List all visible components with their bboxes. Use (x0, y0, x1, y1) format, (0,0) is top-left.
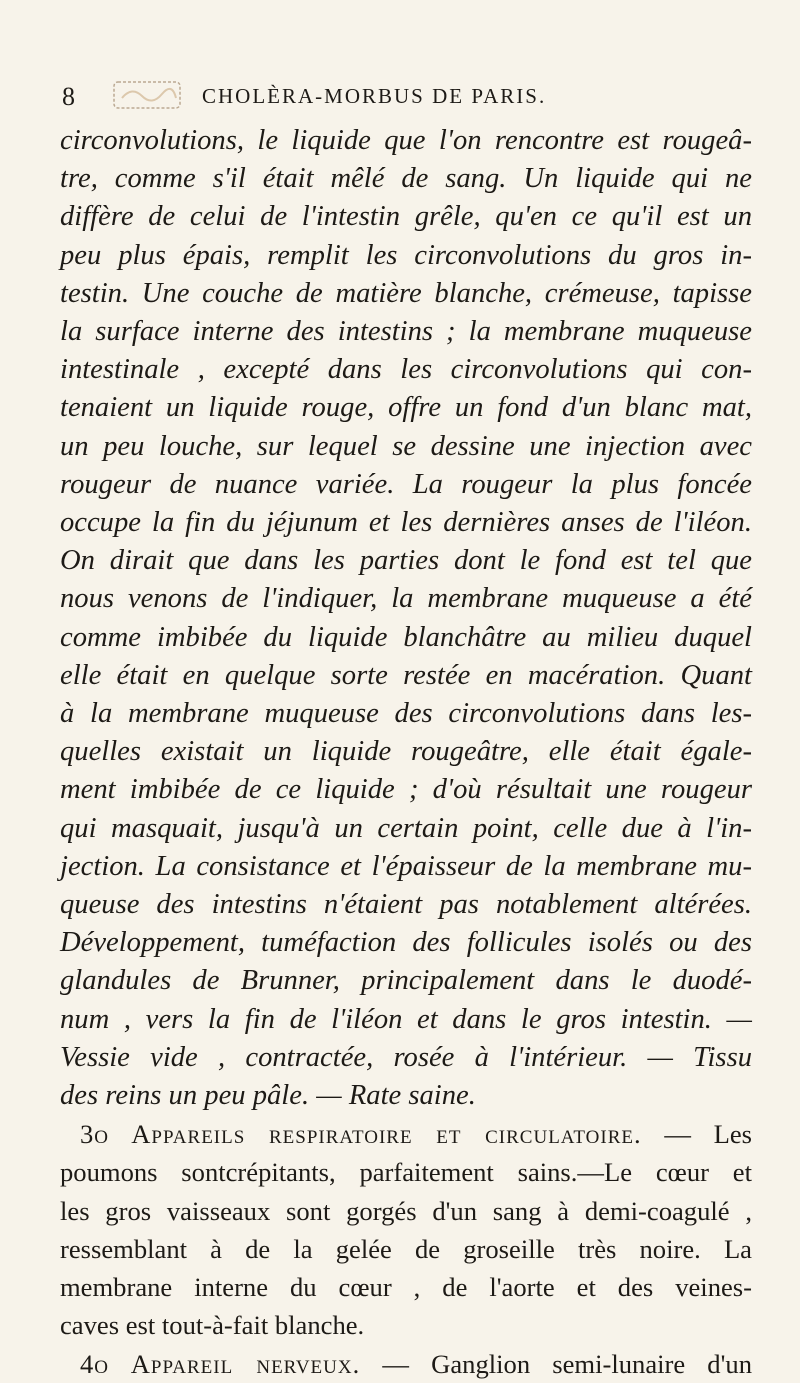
paragraph-respiratory (60, 1115, 752, 1344)
text-line: testin. Une couche de matière blanche, crémeuse, tapisse (60, 277, 752, 309)
text-line: diffère de celui de l'intestin grêle, qu'en ce qu'il est un (60, 201, 752, 233)
text-line: tre, comme s'il était mêlé de sang. Un liquide qui ne (60, 163, 752, 195)
text-line: ment imbibée de ce liquide ; d'où résultait une rougeur (60, 774, 752, 806)
text-line: occupe la fin du jéjunum et les dernières anses de l'iléon. (60, 507, 752, 539)
nervous-heading-line (60, 1345, 752, 1383)
nervous-line-rest: — Ganglion semi-lunaire d'un (382, 1348, 752, 1379)
library-stamp-icon (112, 78, 184, 112)
page-header (62, 76, 752, 116)
respiratory-heading: 3o Appareils respiratoire et circulatoire. (80, 1119, 642, 1150)
text-line: nous venons de l'indiquer, la membrane muqueuse a été (60, 583, 752, 615)
text-line: queuse des intestins n'étaient pas notablement altérées. (60, 889, 752, 921)
italic-paragraph (60, 122, 752, 1115)
paragraph-nervous (60, 1345, 752, 1383)
respiratory-heading-line (60, 1115, 752, 1153)
text-line: comme imbibée du liquide blanchâtre au milieu duquel (60, 621, 752, 653)
body-text (60, 122, 752, 1383)
respiratory-line: membrane interne du cœur , de l'aorte et des veines- (60, 1272, 752, 1303)
text-line: Vessie vide , contractée, rosée à l'intérieur. — Tissu (60, 1041, 752, 1073)
respiratory-line-0: — Les (664, 1119, 752, 1150)
page-number: 8 (62, 82, 75, 111)
text-line: rougeur de nuance variée. La rougeur la plus foncée (60, 468, 752, 500)
text-line: un peu louche, sur lequel se dessine une injection avec (60, 430, 752, 462)
text-line: tenaient un liquide rouge, offre un fond d'un blanc mat, (60, 392, 752, 424)
text-line: circonvolutions, le liquide que l'on rencontre est rougeâ- (60, 125, 752, 156)
text-line: elle était en quelque sorte restée en macération. Quant (60, 659, 752, 691)
text-line: num , vers la fin de l'iléon et dans le gros intestin. — (60, 1003, 752, 1035)
text-line: peu plus épais, remplit les circonvolutions du gros in- (60, 239, 752, 271)
respiratory-line: poumons sontcrépitants, parfaitement sains.—Le cœur et (60, 1157, 752, 1188)
text-line: On dirait que dans les parties dont le fond est tel que (60, 545, 752, 577)
text-line: la surface interne des intestins ; la membrane muqueuse (60, 316, 752, 348)
respiratory-line: ressemblant à de la gelée de groseille très noire. La (60, 1233, 752, 1264)
text-line: intestinale , excepté dans les circonvolutions qui con- (60, 354, 752, 386)
text-line: jection. La consistance et l'épaisseur de la membrane mu- (60, 850, 752, 882)
text-line: qui masquait, jusqu'à un certain point, celle due à l'in- (60, 812, 752, 844)
nervous-heading: 4o Appareil nerveux. (80, 1348, 361, 1379)
text-line: Développement, tuméfaction des follicules isolés ou des (60, 927, 752, 959)
text-line: à la membrane muqueuse des circonvolutions dans les- (60, 698, 752, 730)
text-line: quelles existait un liquide rougeâtre, elle était égale- (60, 736, 752, 768)
text-line: des reins un peu pâle. — Rate saine. (60, 1080, 476, 1112)
respiratory-line: les gros vaisseaux sont gorgés d'un sang à demi-coagulé , (60, 1195, 752, 1226)
running-head: CHOLÈRA-MORBUS DE PARIS. (202, 84, 547, 108)
respiratory-line: caves est tout-à-fait blanche. (60, 1310, 365, 1341)
text-line: glandules de Brunner, principalement dans le duodé- (60, 965, 752, 997)
